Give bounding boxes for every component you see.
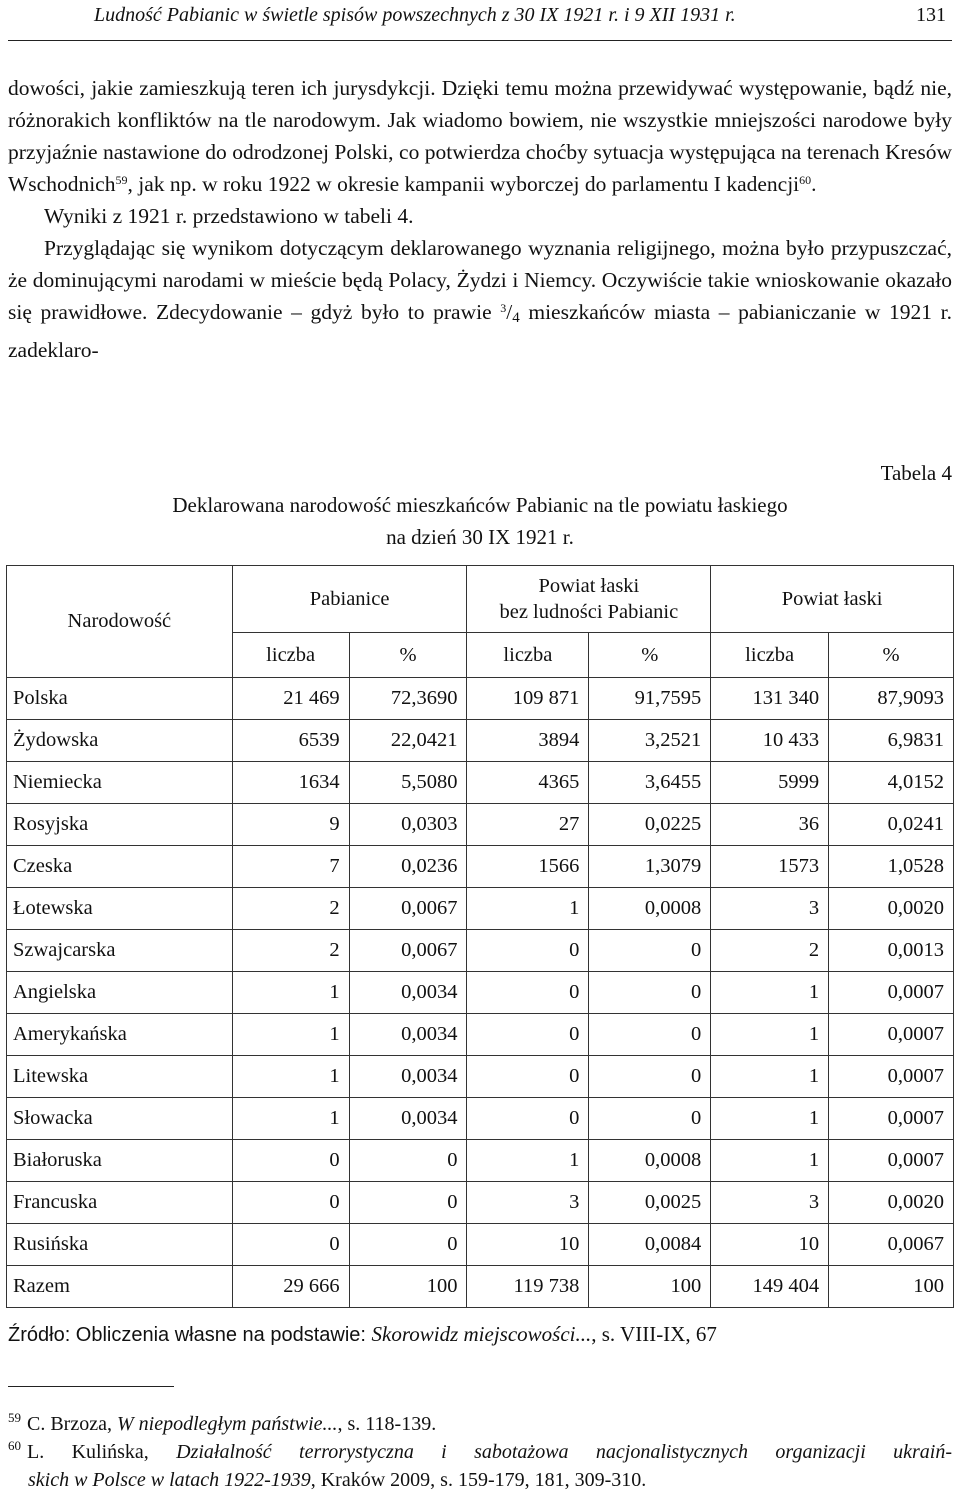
footnote-60-author: L. Kulińska, xyxy=(27,1441,177,1463)
table-cell: 91,7595 xyxy=(589,678,711,720)
table-cell: 3 xyxy=(711,1182,829,1224)
table-row-label: Angielska xyxy=(7,972,233,1014)
table-row-label: Słowacka xyxy=(7,1098,233,1140)
header-powiat-bez-pabianic-line-2: bez ludności Pabianic xyxy=(499,601,679,623)
running-head xyxy=(8,0,952,41)
header-powiat-bez-pabianic-line-1: Powiat łaski xyxy=(538,575,640,597)
table-cell: 21 469 xyxy=(232,678,349,720)
table-cell: 0 xyxy=(232,1140,349,1182)
table-cell: 0,0007 xyxy=(829,1014,954,1056)
table-cell: 1 xyxy=(711,1014,829,1056)
table-cell: 1 xyxy=(711,1140,829,1182)
table-cell: 0 xyxy=(349,1182,467,1224)
header-narodowosc: Narodowość xyxy=(7,566,233,678)
footnote-59-mark: 59 xyxy=(8,1410,21,1425)
table-cell: 0,0034 xyxy=(349,1014,467,1056)
table-cell: 1 xyxy=(711,972,829,1014)
table-row-label: Razem xyxy=(7,1266,233,1308)
paragraph-3: Przyglądając się wynikom dotyczącym deklarowanego wyznania religijnego, można było przypuszczać, że dominującymi narodami w mieście będą Polacy, Żydzi i Niemcy. Oczywiście takie wnioskowanie okazało się prawidłowe. Zdecydowanie – gdyż było to prawie $^3$/4 mieszkańców miasta – pabianiczanie w 1921 r. zadeklaro- xyxy=(8,236,953,362)
table-cell: 0,0067 xyxy=(829,1224,954,1266)
table-cell: 3 xyxy=(467,1182,589,1224)
paragraph-1 xyxy=(8,72,952,200)
table-cell: 0,0008 xyxy=(589,1140,711,1182)
table-row xyxy=(7,804,954,846)
subheader-percent: % xyxy=(589,633,711,678)
source-title: Skorowidz miejscowości... xyxy=(371,1322,592,1346)
table-row-label: Szwajcarska xyxy=(7,930,233,972)
paragraph-3-text-a: Przyglądając się wynikom dotyczącym deklarowanego wyznania religijnego, można było przypuszczać, że dominującymi narodami w mieście będą Polacy, Żydzi i Niemcy. Oczywiście takie wnioskowanie okazało się prawidłowe. Zdecydowanie – gdyż było to prawie xyxy=(8,236,952,324)
table-row-label: Polska xyxy=(7,678,233,720)
table-cell: 2 xyxy=(232,930,349,972)
table-cell: 0 xyxy=(467,972,589,1014)
table-cell: 3,2521 xyxy=(589,720,711,762)
table-cell: 0 xyxy=(349,1140,467,1182)
table-row-label: Rusińska xyxy=(7,1224,233,1266)
table-cell: 10 xyxy=(711,1224,829,1266)
table-cell: 6,9831 xyxy=(829,720,954,762)
table-cell: 0,0020 xyxy=(829,1182,954,1224)
table-cell: 1 xyxy=(711,1056,829,1098)
table-cell: 1 xyxy=(467,888,589,930)
table-cell: 131 340 xyxy=(711,678,829,720)
footnote-60-line-2 xyxy=(8,1466,952,1494)
footnote-ref-59[interactable]: 59 xyxy=(115,173,128,187)
paragraph-2: Wyniki z 1921 r. przedstawiono w tabeli 4. xyxy=(44,204,414,228)
table-row xyxy=(7,762,954,804)
table-cell: 0 xyxy=(232,1224,349,1266)
table-cell: 0 xyxy=(349,1224,467,1266)
table-caption-line-2: na dzień 30 IX 1921 r. xyxy=(386,525,574,549)
table-row-label: Litewska xyxy=(7,1056,233,1098)
table-cell: 7 xyxy=(232,846,349,888)
table-row xyxy=(7,888,954,930)
table-row xyxy=(7,1182,954,1224)
table-cell: 6539 xyxy=(232,720,349,762)
table-row xyxy=(7,930,954,972)
table-cell: 0 xyxy=(589,1014,711,1056)
paragraph-1-text-a: dowości, jakie zamieszkują teren ich jurysdykcji. Dzięki temu można przewidywać występowanie, bądź nie, różnorakich konfliktów na tle narodowym. Jak wiadomo bowiem, nie wszystkie mniejszości narodowe były przyjaźnie nastawione do odrodzonej Polski, co potwierdza choćby sytuacja występująca na terenach Kresów Wschodnich xyxy=(8,76,952,196)
table-cell: 2 xyxy=(232,888,349,930)
table-caption-line-1: Deklarowana narodowość mieszkańców Pabianic na tle powiatu łaskiego xyxy=(172,493,788,517)
table-row xyxy=(7,1098,954,1140)
footnote-59-rest: , s. 118-139. xyxy=(337,1413,437,1435)
running-head-title: Ludność Pabianic w świetle spisów powszechnych z 30 IX 1921 r. i 9 XII 1931 r. xyxy=(94,4,736,26)
table-cell: 29 666 xyxy=(232,1266,349,1308)
table-cell: 0,0008 xyxy=(589,888,711,930)
table-cell: 0,0067 xyxy=(349,888,467,930)
table-cell: 0,0007 xyxy=(829,1056,954,1098)
table-row-label: Czeska xyxy=(7,846,233,888)
table-cell: 1 xyxy=(232,1098,349,1140)
table-caption xyxy=(0,489,960,553)
footnote-60-rest: , Kraków 2009, s. 159-179, 181, 309-310. xyxy=(310,1469,647,1491)
table-cell: 4365 xyxy=(467,762,589,804)
body-text xyxy=(8,72,952,366)
subheader-liczba: liczba xyxy=(467,633,589,678)
table-row xyxy=(7,678,954,720)
table-row-label: Żydowska xyxy=(7,720,233,762)
table-cell: 0 xyxy=(467,1014,589,1056)
table-cell: 1634 xyxy=(232,762,349,804)
table-cell: 100 xyxy=(349,1266,467,1308)
table-cell: 0 xyxy=(467,1098,589,1140)
table-cell: 0,0084 xyxy=(589,1224,711,1266)
table-cell: 1 xyxy=(232,972,349,1014)
header-pabianice: Pabianice xyxy=(232,566,467,633)
table-source xyxy=(8,1322,717,1347)
fraction-denominator: 4 xyxy=(512,310,520,326)
fraction-numerator: 3 xyxy=(500,301,507,315)
table-cell: 1 xyxy=(711,1098,829,1140)
table-cell: 10 xyxy=(467,1224,589,1266)
table-cell: 5999 xyxy=(711,762,829,804)
table-cell: 1 xyxy=(467,1140,589,1182)
table-cell: 3894 xyxy=(467,720,589,762)
subheader-liczba: liczba xyxy=(711,633,829,678)
table-cell: 0,0034 xyxy=(349,972,467,1014)
table-cell: 0,0007 xyxy=(829,1098,954,1140)
table-row-label: Amerykańska xyxy=(7,1014,233,1056)
table-row xyxy=(7,972,954,1014)
table-cell: 0 xyxy=(589,930,711,972)
table-cell: 0,0241 xyxy=(829,804,954,846)
table-row xyxy=(7,1014,954,1056)
table-cell: 100 xyxy=(829,1266,954,1308)
footnote-60-title-2: skich w Polsce w latach 1922-1939 xyxy=(28,1469,311,1491)
paragraph-1-text-b: , jak np. w roku 1922 w okresie kampanii wyborczej do parlamentu I kadencji xyxy=(127,172,800,196)
footnote-divider xyxy=(8,1386,174,1387)
table-cell: 0,0007 xyxy=(829,972,954,1014)
table-cell: 3,6455 xyxy=(589,762,711,804)
table-cell: 22,0421 xyxy=(349,720,467,762)
table-cell: 109 871 xyxy=(467,678,589,720)
table-cell: 5,5080 xyxy=(349,762,467,804)
footnote-60-title-1: Działalność terrorystyczna i sabotażowa nacjonalistycznych organizacji ukraiń- xyxy=(176,1441,952,1463)
table-cell: 0,0067 xyxy=(349,930,467,972)
footnote-60-mark: 60 xyxy=(8,1438,21,1453)
table-label: Tabela 4 xyxy=(880,461,952,485)
table-cell: 87,9093 xyxy=(829,678,954,720)
table-cell: 0,0007 xyxy=(829,1140,954,1182)
page-number: 131 xyxy=(916,4,946,26)
table-cell: 36 xyxy=(711,804,829,846)
table-cell: 4,0152 xyxy=(829,762,954,804)
source-suffix: , s. VIII-IX, 67 xyxy=(591,1322,717,1346)
table-cell: 0 xyxy=(467,930,589,972)
table-row xyxy=(7,1224,954,1266)
nationality-table xyxy=(6,565,954,1308)
table-cell: 100 xyxy=(589,1266,711,1308)
table-cell: 3 xyxy=(711,888,829,930)
table-cell: 1,0528 xyxy=(829,846,954,888)
table-body xyxy=(7,678,954,1308)
table-row-label: Łotewska xyxy=(7,888,233,930)
subheader-percent: % xyxy=(349,633,467,678)
table-row xyxy=(7,1056,954,1098)
table-cell: 27 xyxy=(467,804,589,846)
table-cell: 0 xyxy=(589,972,711,1014)
table-cell: 10 433 xyxy=(711,720,829,762)
table-row-label: Niemiecka xyxy=(7,762,233,804)
table-row-label: Białoruska xyxy=(7,1140,233,1182)
table-row xyxy=(7,846,954,888)
table-cell: 0,0020 xyxy=(829,888,954,930)
table-cell: 0 xyxy=(589,1056,711,1098)
footnote-60-line-1 xyxy=(8,1432,952,1466)
table-cell: 0,0303 xyxy=(349,804,467,846)
table-cell: 1 xyxy=(232,1056,349,1098)
table-cell: 0 xyxy=(232,1182,349,1224)
table-cell: 0 xyxy=(467,1056,589,1098)
table-cell: 0,0034 xyxy=(349,1056,467,1098)
subheader-liczba: liczba xyxy=(232,633,349,678)
footnote-60 xyxy=(8,1432,952,1494)
table-cell: 9 xyxy=(232,804,349,846)
table-cell: 0,0034 xyxy=(349,1098,467,1140)
table-row xyxy=(7,1140,954,1182)
table-cell: 1573 xyxy=(711,846,829,888)
footnote-59-title: W niepodległym państwie... xyxy=(116,1413,338,1435)
table-cell: 0 xyxy=(589,1098,711,1140)
paragraph-1-text-c: . xyxy=(811,172,817,196)
table-cell: 2 xyxy=(711,930,829,972)
table-cell: 119 738 xyxy=(467,1266,589,1308)
header-powiat-laski: Powiat łaski xyxy=(711,566,954,633)
table-cell: 72,3690 xyxy=(349,678,467,720)
table-row xyxy=(7,720,954,762)
footnote-ref-60[interactable]: 60 xyxy=(799,173,812,187)
table-row-label: Rosyjska xyxy=(7,804,233,846)
table-cell: 0,0236 xyxy=(349,846,467,888)
header-powiat-bez-pabianic xyxy=(467,566,711,633)
footnote-59-author: C. Brzoza, xyxy=(27,1413,117,1435)
table-cell: 149 404 xyxy=(711,1266,829,1308)
table-cell: 0,0013 xyxy=(829,930,954,972)
table-cell: 1,3079 xyxy=(589,846,711,888)
table-cell: 1 xyxy=(232,1014,349,1056)
source-prefix: Źródło: Obliczenia własne na podstawie: xyxy=(8,1324,372,1346)
paragraph-3-text-b: mieszkańców miasta – pabianiczanie w 1921 r. zadeklaro- xyxy=(8,300,953,362)
table-row-label: Francuska xyxy=(7,1182,233,1224)
subheader-percent: % xyxy=(829,633,954,678)
table-cell: 1566 xyxy=(467,846,589,888)
table-cell: 0,0225 xyxy=(589,804,711,846)
table-row xyxy=(7,1266,954,1308)
table-cell: 0,0025 xyxy=(589,1182,711,1224)
